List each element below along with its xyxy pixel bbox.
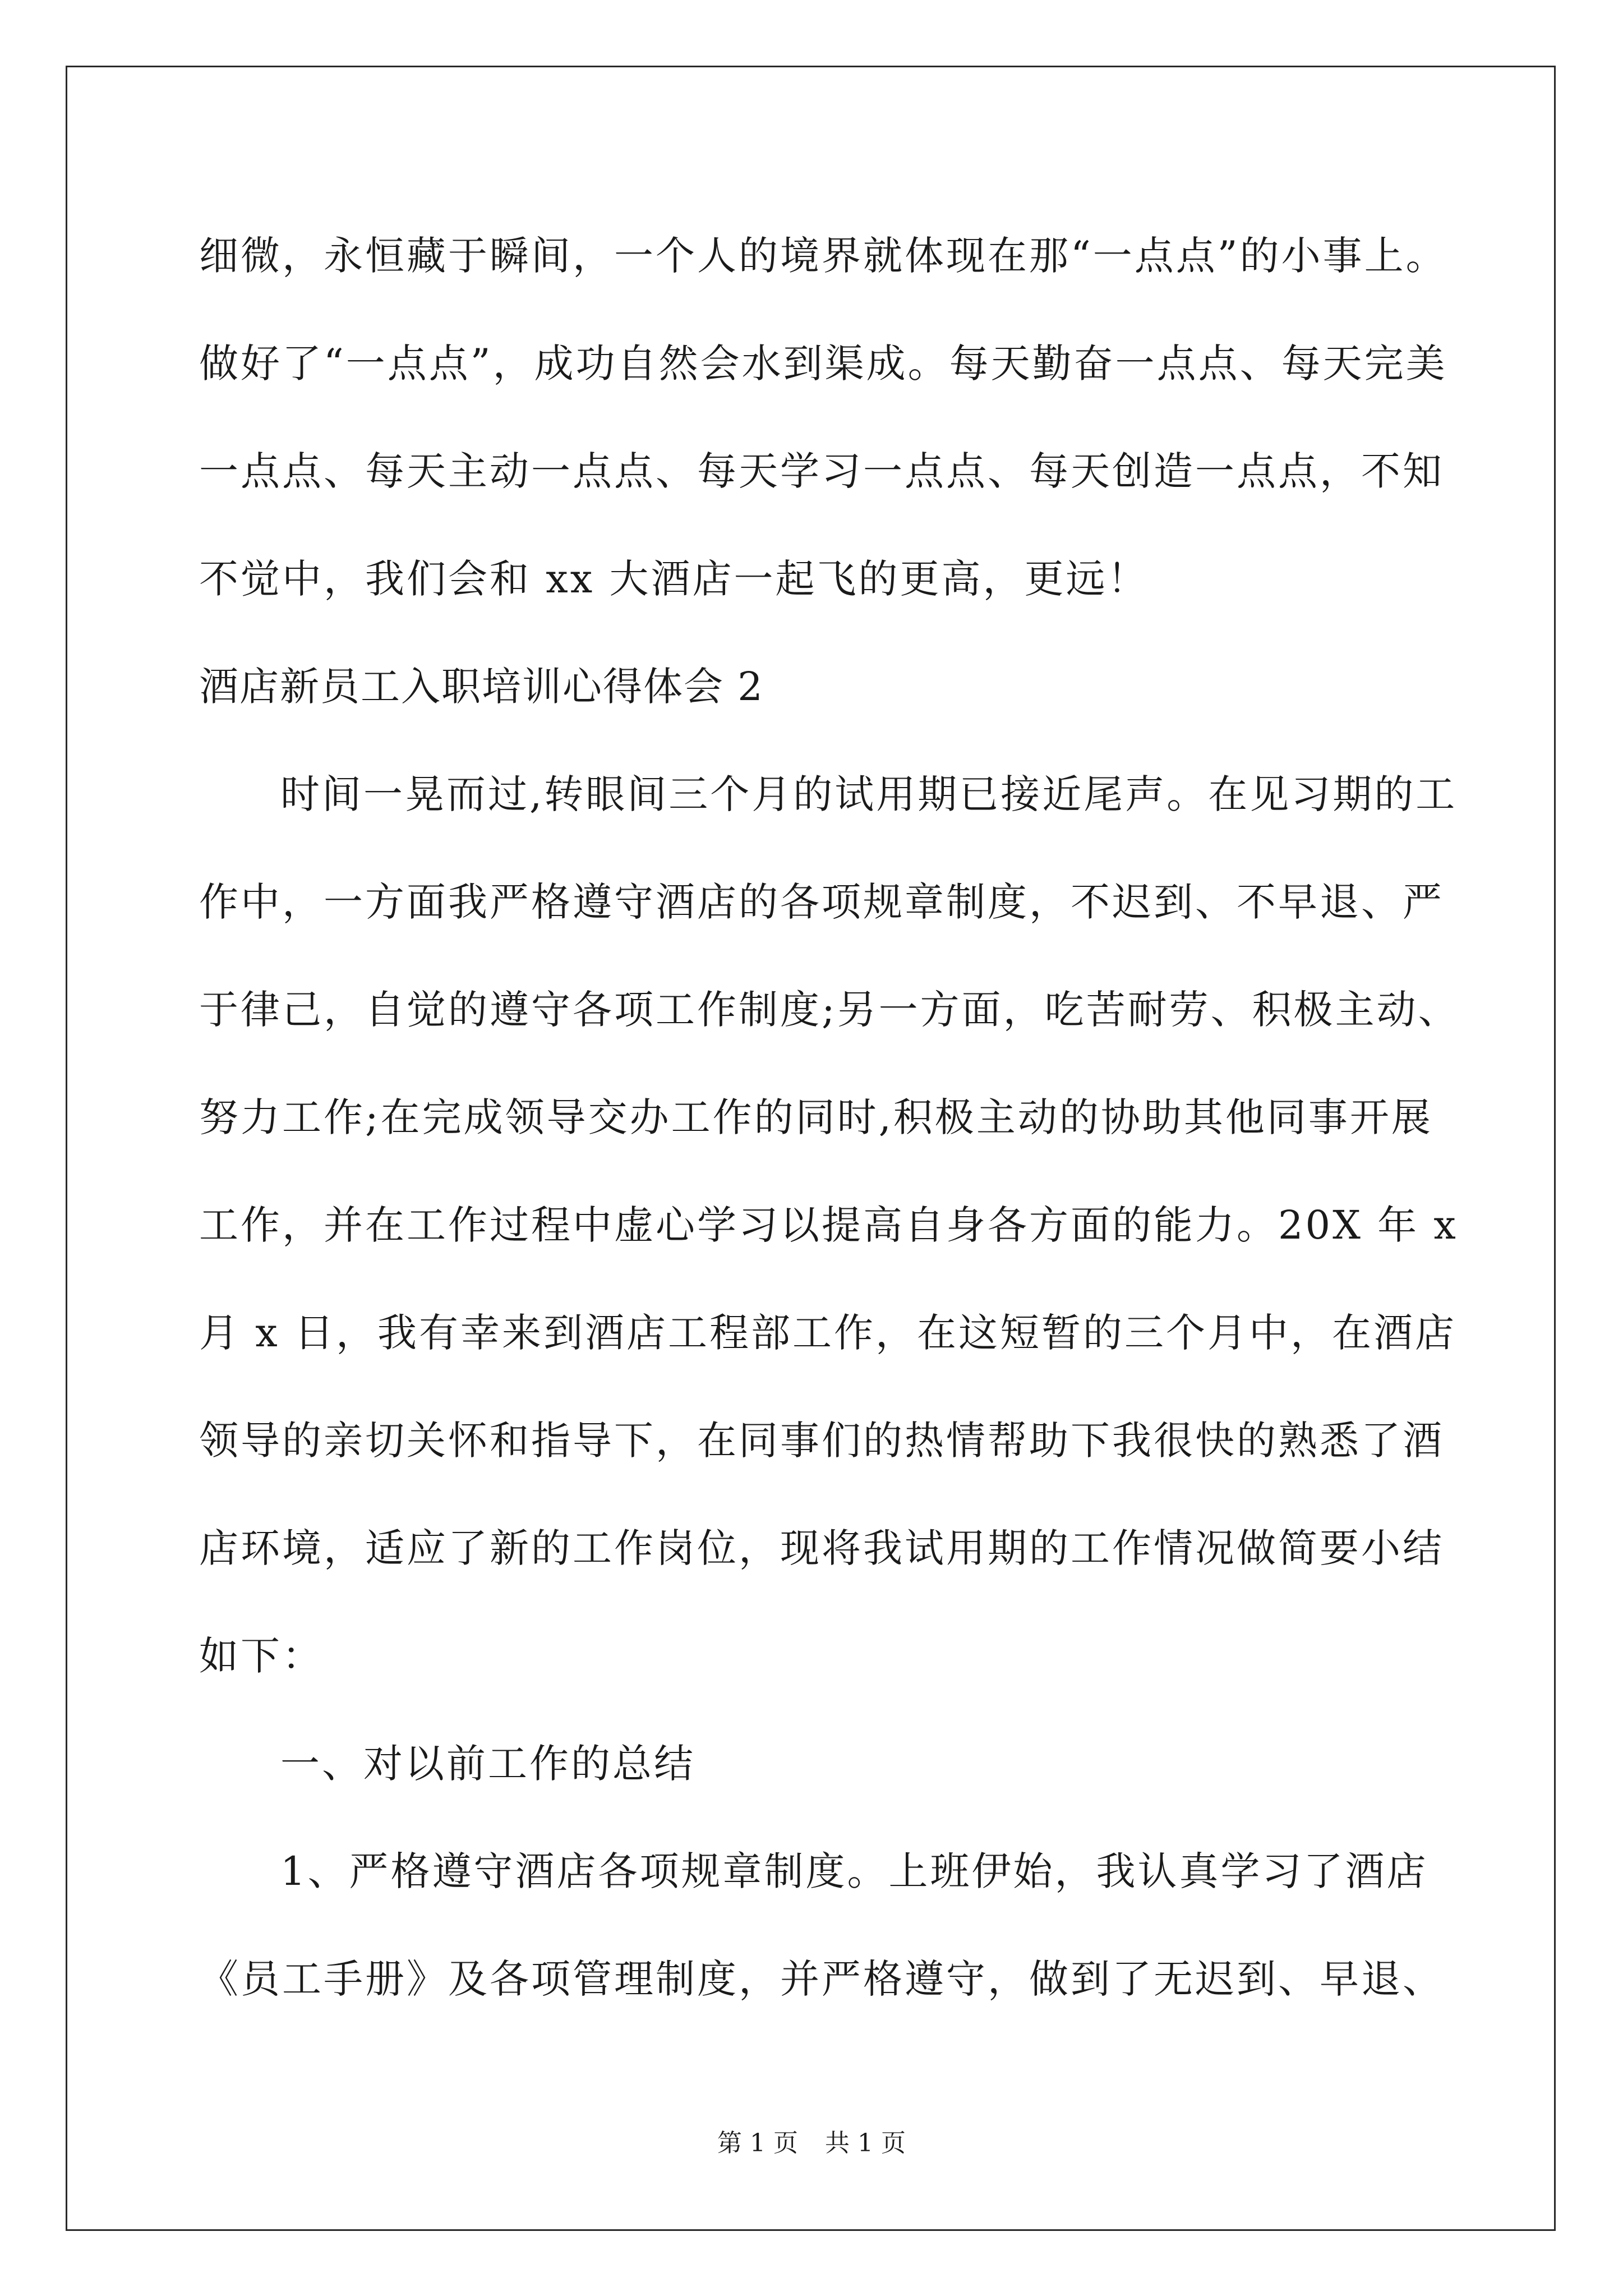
text-line: 一点点、每天主动一点点、每天学习一点点、每天创造一点点，不知: [199, 448, 1444, 494]
page-number-total: 共 1 页: [825, 2129, 906, 2157]
section-heading: 酒店新员工入职培训心得体会 2: [199, 664, 764, 710]
text-line: 如下：: [199, 1633, 324, 1679]
page-footer: [0, 2128, 1623, 2159]
text-line: 努力工作;在完成领导交办工作的同时,积极主动的协助其他同事开展: [199, 1094, 1433, 1140]
text-line: 1、严格遵守酒店各项规章制度。上班伊始，我认真学习了酒店: [280, 1848, 1428, 1894]
text-line: 细微，永恒藏于瞬间，一个人的境界就体现在那“一点点”的小事上。: [199, 233, 1447, 279]
text-line: 于律己，自觉的遵守各项工作制度;另一方面，吃苦耐劳、积极主动、: [199, 987, 1460, 1033]
text-line: 领导的亲切关怀和指导下，在同事们的热情帮助下我很快的熟悉了酒: [199, 1418, 1444, 1464]
text-line: 《员工手册》及各项管理制度，并严格遵守，做到了无迟到、早退、: [199, 1956, 1444, 2002]
text-line: 工作，并在工作过程中虚心学习以提高自身各方面的能力。20X 年 x: [199, 1202, 1458, 1248]
text-line: 作中，一方面我严格遵守酒店的各项规章制度，不迟到、不早退、严: [199, 879, 1444, 925]
text-line: 做好了“一点点”，成功自然会水到渠成。每天勤奋一点点、每天完美: [199, 341, 1447, 386]
text-line: 时间一晃而过,转眼间三个月的试用期已接近尾声。在见习期的工: [280, 771, 1458, 817]
text-line: 不觉中，我们会和 xx 大酒店一起飞的更高，更远！: [199, 556, 1149, 602]
text-line: 月 x 日，我有幸来到酒店工程部工作，在这短暂的三个月中，在酒店: [199, 1310, 1456, 1356]
page-number-current: 第 1 页: [717, 2129, 798, 2157]
subsection-heading: 一、对以前工作的总结: [280, 1741, 695, 1787]
text-line: 店环境，适应了新的工作岗位，现将我试用期的工作情况做简要小结: [199, 1525, 1444, 1571]
page-border: [66, 66, 1556, 2231]
